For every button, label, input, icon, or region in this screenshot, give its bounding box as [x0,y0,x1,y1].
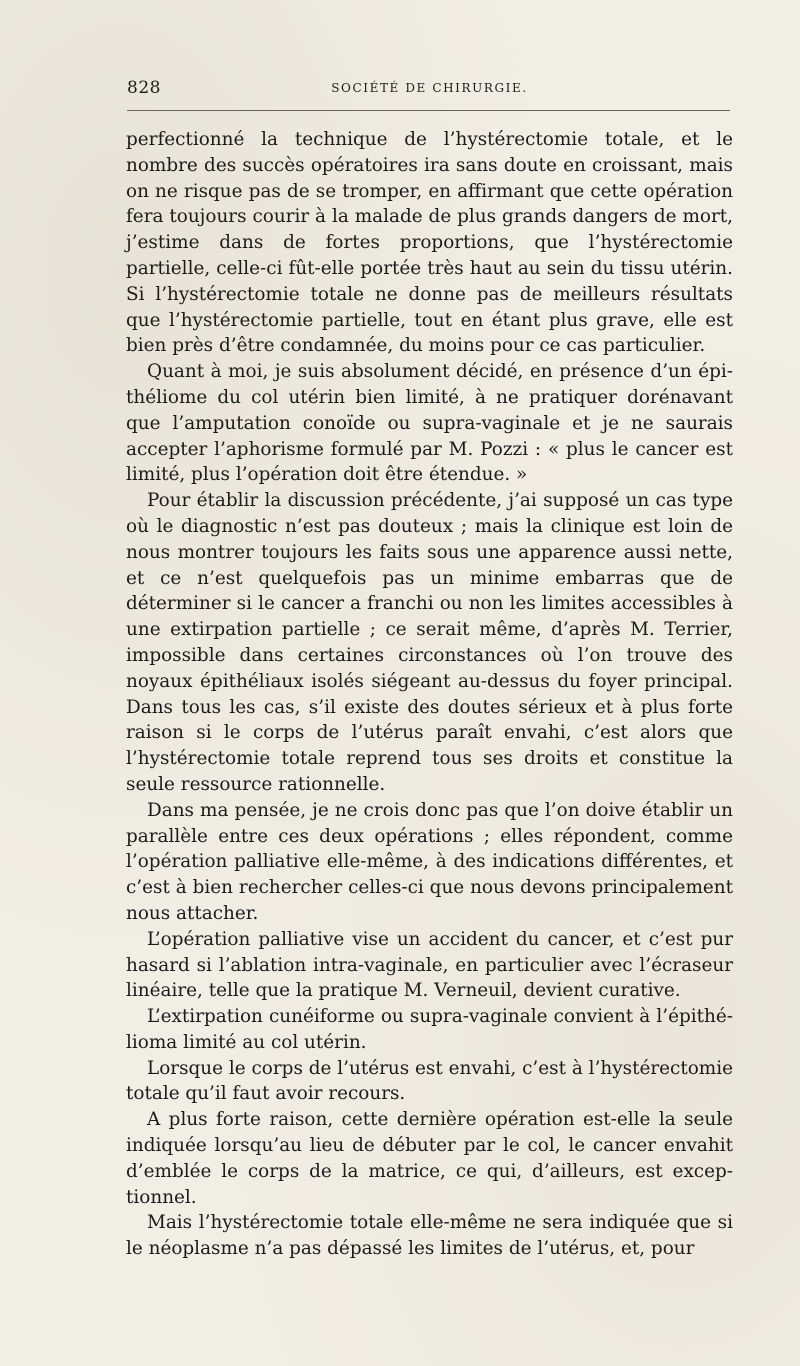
page-number: 828 [127,78,161,98]
paragraph: L’opération palliative vise un accident du cancer, et c’est pur hasard si l’ablation intra-vaginale, en particulier avec l’écraseur linéaire, telle que la pratique M. Verneuil, devient curative. [126,928,733,1002]
header-rule [127,110,730,111]
running-head [127,78,732,100]
paragraph: perfectionné la technique de l’hystérectomie totale, et le nombre des succès opératoires ira sans doute en croissant, mais on ne risque pas de se tromper, en affirmant que cette opération fera toujours courir à la malade de plus grands dangers de mort, j’estime dans de fortes proportions, que l’hystérectomie partielle, celle-ci fût-elle portée très haut au sein du tissu utérin. Si l’hystérectomie totale ne donne pas de meilleurs résultats que l’hystérectomie partielle, tout en étant plus grave, elle est bien près d’être condamnée, du moins pour ce cas particulier. [126,129,733,357]
paragraph: Mais l’hystérectomie totale elle-même ne sera indiquée que si le néoplasme n’a pas dépassé les limites de l’utérus, et, pour [126,1212,733,1260]
paragraph: Lorsque le corps de l’utérus est envahi, c’est à l’hystérectomie totale qu’il faut avoir recours. [126,1057,733,1105]
paragraph: L’extirpation cunéiforme ou supra-vaginale convient à l’épithélioma limité au col utérin. [126,1006,733,1053]
paragraph: A plus forte raison, cette dernière opération est-elle la seule indiquée lorsqu’au lieu de débuter par le col, le cancer envahit d’emblée le corps de la matrice, ce qui, d’ailleurs, est exceptionnel. [126,1109,733,1208]
journal-title: SOCIÉTÉ DE CHIRURGIE. [331,81,528,95]
paragraph: Quant à moi, je suis absolument décidé, en présence d’un épithéliome du col utérin bien limité, à ne pratiquer dorénavant que l’amputation conoïde ou supra-vaginale et je ne saurais accepter l’aphorisme formulé par M. Pozzi : « plus le cancer est limité, plus l’opération doit être étendue. » [126,361,733,486]
paragraph: Pour établir la discussion précédente, j’ai supposé un cas type où le diagnostic n’est pas douteux ; mais la clinique est loin de nous montrer toujours les faits sous une apparence aussi nette, et ce n’est quelquefois pas un minime embarras que de déterminer si le cancer a franchi ou non les limites accessibles à une extirpation partielle ; ce serait même, d’après M. Terrier, impossible dans certaines circonstances où l’on trouve des noyaux épithéliaux isolés siégeant au-dessus du foyer principal. Dans tous les cas, s’il existe des doutes sérieux et à plus forte raison si le corps de l’utérus paraît envahi, c’est alors que l’hystérectomie totale reprend tous ses droits et constitue la seule ressource rationnelle. [126,490,733,795]
body-text [126,127,733,1262]
paragraph: Dans ma pensée, je ne crois donc pas que l’on doive établir un parallèle entre ces deux opérations ; elles répondent, comme l’opération palliative elle-même, à des indications différentes, et c’est à bien rechercher celles-ci que nous devons principalement nous attacher. [126,799,733,924]
